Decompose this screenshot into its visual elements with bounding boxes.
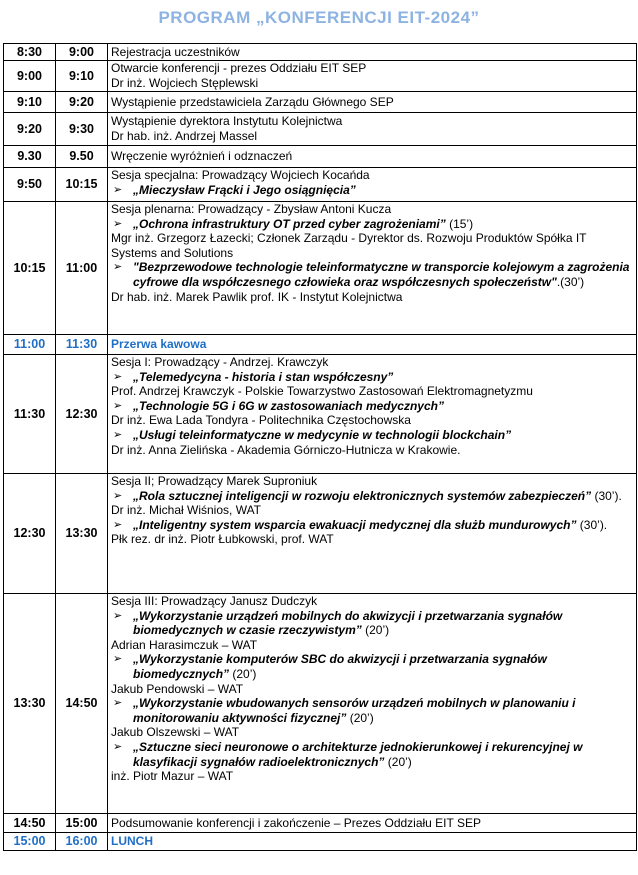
speaker: Jakub Pendowski – WAT (111, 681, 244, 696)
end-time: 10:15 (56, 168, 108, 202)
table-row (4, 61, 637, 92)
end-time: 14:50 (56, 594, 108, 814)
agenda-item (108, 168, 637, 202)
agenda-item (108, 202, 637, 335)
arrow-bullet-icon: ➢ (113, 609, 123, 622)
start-time: 9:50 (4, 168, 56, 202)
speaker: inż. Piotr Mazur – WAT (111, 769, 234, 784)
end-time: 9:30 (56, 113, 108, 146)
talk (111, 740, 633, 769)
end-time: 9:00 (56, 44, 108, 61)
session-chair: Sesja II; Prowadzący Marek Suproniuk (111, 474, 318, 488)
start-time: 9:10 (4, 92, 56, 113)
agenda-item: Wystąpienie przedstawiciela Zarządu Głównego SEP (108, 92, 637, 113)
table-row (4, 44, 637, 61)
talk (111, 518, 633, 533)
arrow-bullet-icon: ➢ (113, 653, 123, 666)
table-row (4, 474, 637, 594)
agenda-item (108, 474, 637, 594)
table-row (4, 335, 637, 355)
talk-duration: .(30’) (556, 274, 585, 289)
talk (111, 260, 633, 289)
end-time: 11:30 (56, 335, 108, 355)
agenda-item (108, 594, 637, 814)
talk-duration: (20’) (361, 623, 390, 638)
speaker: Dr hab. inż. Andrzej Massel (111, 129, 258, 143)
talk (111, 696, 633, 725)
start-time: 11:30 (4, 355, 56, 474)
speaker: Dr inż. Wojciech Stęplewski (111, 76, 259, 90)
end-time: 12:30 (56, 355, 108, 474)
talk-title: „Telemedycyna - historia i stan współczesny” (133, 369, 394, 384)
agenda-item: Przerwa kawowa (108, 335, 637, 355)
arrow-bullet-icon: ➢ (113, 489, 123, 502)
talk (111, 652, 633, 681)
talk-duration: (20’) (384, 754, 412, 769)
talk-title: „Inteligentny system wsparcia ewakuacji medycznej dla służb mundurowych” (133, 517, 577, 532)
agenda-item: Rejestracja uczestników (108, 44, 637, 61)
talk-title: „Wykorzystanie wbudowanych sensorów urządzeń mobilnych w planowaniu i monitorowaniu aktywności fizycznej” (133, 696, 576, 725)
agenda-item (108, 113, 637, 146)
agenda-line: Otwarcie konferencji - prezes Oddziału EIT SEP (111, 61, 367, 76)
speaker: Płk rez. dr inż. Piotr Łubkowski, prof. WAT (111, 532, 334, 547)
speaker: Dr inż. Ewa Lada Tondyra - Politechnika Częstochowska (111, 413, 411, 428)
speaker: Adrian Harasimczuk – WAT (111, 637, 258, 652)
program-table (3, 43, 637, 851)
agenda-item: Podsumowanie konferencji i zakończenie – Prezes Oddziału EIT SEP (108, 814, 637, 833)
end-time: 13:30 (56, 474, 108, 594)
arrow-bullet-icon: ➢ (113, 399, 123, 412)
agenda-item: LUNCH (108, 833, 637, 851)
speaker: Jakub Olszewski – WAT (111, 725, 240, 740)
end-time: 15:00 (56, 814, 108, 833)
talk-title: „Sztuczne sieci neuronowe o architekturze jednokierunkowej i rekurencyjnej w klasyfikacji sygnałów radioelektronicznych” (133, 739, 583, 769)
table-row (4, 594, 637, 814)
talk-duration: (30’). (576, 517, 608, 532)
table-row (4, 146, 637, 168)
start-time: 9.30 (4, 146, 56, 168)
end-time: 9.50 (56, 146, 108, 168)
start-time: 9:00 (4, 61, 56, 92)
talk-title: „Wykorzystanie urządzeń mobilnych do akwizycji i przetwarzania sygnałów biomedycznych w czasie rzeczywistym” (133, 608, 563, 638)
table-row (4, 92, 637, 113)
start-time: 15:00 (4, 833, 56, 851)
table-row (4, 113, 637, 146)
start-time: 11:00 (4, 335, 56, 355)
arrow-bullet-icon: ➢ (113, 261, 123, 274)
session-chair: Sesja III: Prowadzący Janusz Dudczyk (111, 594, 318, 608)
page-title: PROGRAM „KONFERENCJI EIT-2024” (158, 8, 480, 27)
speaker: Dr inż. Anna Zielińska - Akademia Górniczo-Hutnicza w Krakowie. (111, 442, 461, 457)
table-row (4, 814, 637, 833)
talk-title: „Rola sztucznej inteligencji w rozwoju elektronicznych systemów zabezpieczeń” (133, 488, 592, 503)
talk (111, 609, 633, 638)
start-time: 14:50 (4, 814, 56, 833)
table-row (4, 355, 637, 474)
talk (111, 428, 633, 443)
talk-title: „Wykorzystanie komputerów SBC do akwizycji i przetwarzania sygnałów biomedycznych” (133, 652, 547, 681)
speaker: Dr inż. Michał Wiśnios, WAT (111, 503, 262, 518)
talk-title: „Technologie 5G i 6G w zastosowaniach medycznych” (133, 398, 444, 413)
talk-duration: (15’) (445, 216, 474, 231)
talk-duration: (30’). (591, 488, 622, 503)
arrow-bullet-icon: ➢ (113, 740, 123, 753)
speaker: Dr hab. inż. Marek Pawlik prof. IK - Instytut Kolejnictwa (111, 289, 403, 304)
end-time: 9:20 (56, 92, 108, 113)
talk-duration: (20’) (346, 710, 374, 725)
start-time: 8:30 (4, 44, 56, 61)
session-chair: Sesja plenarna: Prowadzący - Zbysław Antoni Kucza (111, 202, 392, 216)
start-time: 10:15 (4, 202, 56, 335)
talk (111, 183, 633, 198)
arrow-bullet-icon: ➢ (113, 697, 123, 710)
end-time: 11:00 (56, 202, 108, 335)
arrow-bullet-icon: ➢ (113, 217, 123, 230)
arrow-bullet-icon: ➢ (113, 428, 123, 441)
session-chair: Sesja specjalna: Prowadzący Wojciech Kocańda (111, 168, 370, 182)
start-time: 13:30 (4, 594, 56, 814)
end-time: 16:00 (56, 833, 108, 851)
speaker: Mgr inż. Grzegorz Łazecki; Członek Zarządu - Dyrektor ds. Rozwoju Produktów Spółka IT Systems and Solutions (111, 231, 587, 260)
talk-title: "Bezprzewodowe technologie teleinformatyczne w transporcie kolejowym a zagrożenia cyfrowe dla współczesnego człowieka oraz współczesnych społeczeństw" (133, 260, 630, 289)
arrow-bullet-icon: ➢ (113, 518, 123, 531)
talk (111, 370, 633, 385)
agenda-item (108, 61, 637, 92)
arrow-bullet-icon: ➢ (113, 183, 123, 196)
agenda-line: Wystąpienie dyrektora Instytutu Kolejnictwa (111, 114, 343, 129)
table-row (4, 168, 637, 202)
talk-duration: (20’) (229, 666, 257, 681)
speaker: Prof. Andrzej Krawczyk - Polskie Towarzystwo Zastosowań Elektromagnetyzmu (111, 384, 533, 399)
talk (111, 217, 633, 232)
end-time: 9:10 (56, 61, 108, 92)
agenda-item: Wręczenie wyróżnień i odznaczeń (108, 146, 637, 168)
talk-title: „Ochrona infrastruktury OT przed cyber zagrożeniami” (133, 216, 446, 231)
talk-title: „Usługi teleinformatyczne w medycynie w technologii blockchain” (133, 427, 512, 442)
table-row (4, 833, 637, 851)
table-row (4, 202, 637, 335)
agenda-item (108, 355, 637, 474)
arrow-bullet-icon: ➢ (113, 370, 123, 383)
session-chair: Sesja I: Prowadzący - Andrzej. Krawczyk (111, 355, 329, 369)
start-time: 12:30 (4, 474, 56, 594)
talk-title: „Mieczysław Frącki i Jego osiągnięcia” (133, 182, 356, 197)
talk (111, 489, 633, 504)
talk (111, 399, 633, 414)
start-time: 9:20 (4, 113, 56, 146)
